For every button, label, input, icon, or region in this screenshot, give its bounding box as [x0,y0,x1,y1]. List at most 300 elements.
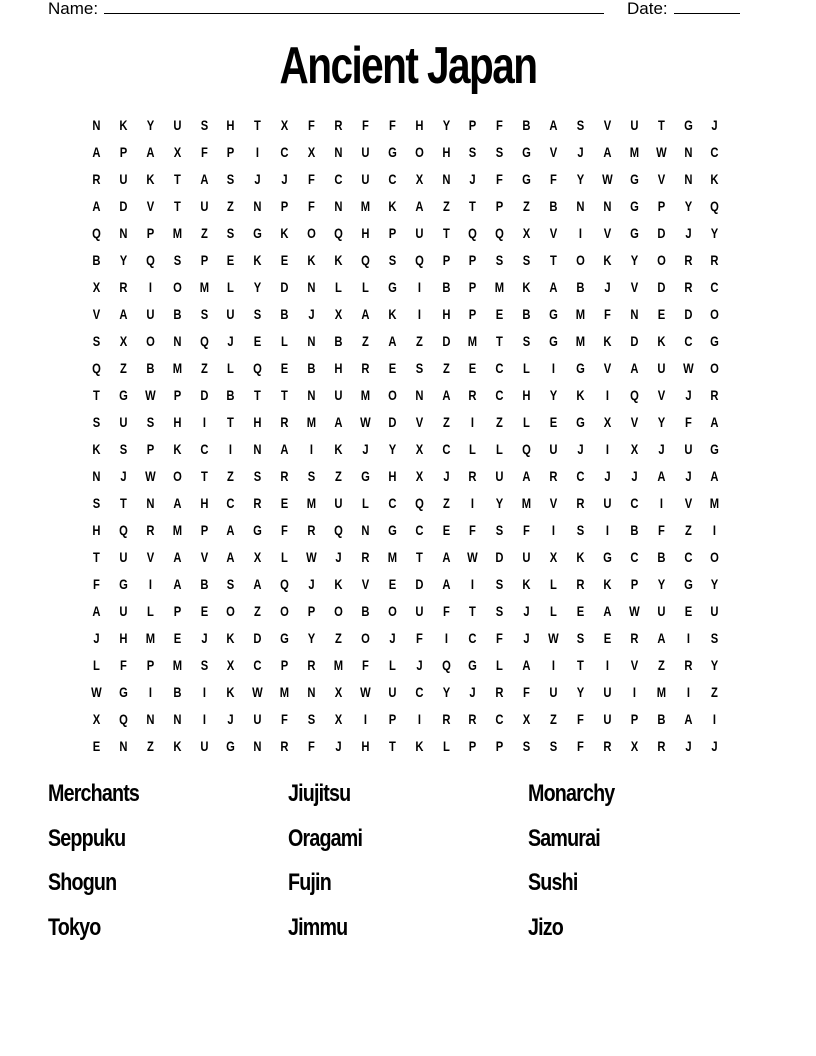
grid-cell[interactable]: V [415,414,423,430]
grid-cell[interactable]: A [253,576,262,592]
grid-cell[interactable]: U [603,711,612,727]
grid-cell[interactable]: Y [254,279,262,295]
grid-cell[interactable]: Q [360,252,370,268]
date-field[interactable] [627,0,740,19]
grid-cell[interactable]: Y [496,495,504,511]
grid-cell[interactable]: D [683,306,693,322]
grid-cell[interactable]: Y [657,414,665,430]
grid-cell[interactable]: I [444,630,448,646]
grid-cell[interactable]: G [253,522,263,538]
grid-cell[interactable]: G [683,576,693,592]
grid-cell[interactable]: O [226,603,236,619]
grid-cell[interactable]: X [334,684,343,700]
grid-cell[interactable]: J [389,630,396,646]
grid-cell[interactable]: W [548,630,559,646]
grid-cell[interactable]: Z [442,360,450,376]
grid-cell[interactable]: P [469,252,477,268]
grid-cell[interactable]: G [468,657,478,673]
grid-cell[interactable]: V [146,549,154,565]
grid-cell[interactable]: T [577,657,584,673]
grid-cell[interactable]: U [657,603,666,619]
grid-cell[interactable]: M [360,387,371,403]
grid-cell[interactable]: A [603,603,612,619]
grid-cell[interactable]: R [603,738,612,754]
grid-cell[interactable]: R [495,684,504,700]
grid-cell[interactable]: G [603,549,612,565]
grid-cell[interactable]: V [630,279,638,295]
grid-cell[interactable]: M [306,495,317,511]
grid-cell[interactable]: D [119,198,128,214]
grid-cell[interactable]: Z [442,495,450,511]
grid-cell[interactable]: I [605,387,609,403]
grid-cell[interactable]: F [308,738,315,754]
grid-cell[interactable]: S [307,711,316,727]
grid-cell[interactable]: N [415,387,424,403]
grid-cell[interactable]: G [710,333,720,349]
grid-cell[interactable]: Y [711,576,719,592]
grid-cell[interactable]: U [549,684,558,700]
grid-cell[interactable]: S [522,738,531,754]
grid-cell[interactable]: F [308,117,315,133]
grid-cell[interactable]: V [684,495,692,511]
grid-cell[interactable]: Q [92,225,101,241]
grid-cell[interactable]: I [686,684,690,700]
grid-cell[interactable]: G [387,522,397,538]
grid-cell[interactable]: I [310,441,314,457]
grid-cell[interactable]: O [172,279,182,295]
grid-cell[interactable]: I [605,441,609,457]
grid-cell[interactable]: A [146,144,155,160]
grid-cell[interactable]: W [628,603,640,619]
word-search-grid[interactable] [83,112,728,760]
grid-cell[interactable]: S [522,333,531,349]
grid-cell[interactable]: C [415,684,424,700]
grid-cell[interactable]: K [307,252,316,268]
grid-cell[interactable]: F [281,711,289,727]
grid-cell[interactable]: L [550,603,558,619]
grid-cell[interactable]: Y [657,576,665,592]
grid-cell[interactable]: Z [550,711,558,727]
grid-cell[interactable]: B [280,306,289,322]
grid-cell[interactable]: M [710,495,720,511]
grid-cell[interactable]: T [200,468,208,484]
grid-cell[interactable]: Q [253,360,263,376]
grid-cell[interactable]: U [146,306,155,322]
grid-cell[interactable]: P [280,198,289,214]
grid-cell[interactable]: H [119,630,128,646]
grid-cell[interactable]: T [442,225,450,241]
grid-cell[interactable]: N [334,144,343,160]
grid-cell[interactable]: L [281,549,289,565]
grid-cell[interactable]: S [522,252,531,268]
grid-cell[interactable]: F [415,630,423,646]
grid-cell[interactable]: K [603,576,612,592]
grid-cell[interactable]: Z [254,603,262,619]
grid-cell[interactable]: J [577,144,584,160]
grid-cell[interactable]: R [119,279,128,295]
grid-cell[interactable]: S [227,171,235,187]
grid-cell[interactable]: B [549,198,558,214]
grid-cell[interactable]: Z [442,198,450,214]
name-field[interactable] [48,0,604,19]
grid-cell[interactable]: L [93,657,100,673]
name-blank-line[interactable] [104,0,604,14]
grid-cell[interactable]: U [522,549,531,565]
grid-cell[interactable]: S [496,522,504,538]
grid-cell[interactable]: V [92,306,101,322]
grid-cell[interactable]: R [280,738,289,754]
grid-cell[interactable]: A [522,657,531,673]
grid-cell[interactable]: C [710,279,719,295]
grid-cell[interactable]: G [226,738,236,754]
grid-cell[interactable]: P [146,441,154,457]
grid-cell[interactable]: H [173,414,182,430]
grid-cell[interactable]: R [657,738,666,754]
grid-cell[interactable]: T [415,549,423,565]
grid-cell[interactable]: V [657,171,665,187]
grid-cell[interactable]: F [523,522,531,538]
grid-cell[interactable]: S [549,738,558,754]
grid-cell[interactable]: U [495,468,504,484]
grid-cell[interactable]: O [414,144,424,160]
grid-cell[interactable]: U [603,495,612,511]
grid-cell[interactable]: A [683,711,693,727]
grid-cell[interactable]: K [253,252,262,268]
grid-cell[interactable]: C [576,468,585,484]
grid-cell[interactable]: N [441,171,451,187]
grid-cell[interactable]: E [173,630,181,646]
grid-cell[interactable]: J [523,630,530,646]
grid-cell[interactable]: T [93,387,100,403]
grid-cell[interactable]: J [120,468,127,484]
grid-cell[interactable]: B [361,603,370,619]
grid-cell[interactable]: K [415,738,424,754]
grid-cell[interactable]: A [334,414,343,430]
grid-cell[interactable]: G [710,441,720,457]
grid-cell[interactable]: J [335,738,342,754]
grid-cell[interactable]: C [280,144,289,160]
grid-cell[interactable]: J [335,549,342,565]
grid-cell[interactable]: H [361,225,370,241]
grid-cell[interactable]: H [92,522,101,538]
grid-cell[interactable]: F [119,657,127,673]
grid-cell[interactable]: P [173,387,181,403]
grid-cell[interactable]: G [387,279,397,295]
grid-cell[interactable]: R [441,711,451,727]
grid-cell[interactable]: L [442,738,450,754]
grid-cell[interactable]: R [576,495,585,511]
grid-cell[interactable]: J [711,738,719,754]
grid-cell[interactable]: E [496,306,504,322]
grid-cell[interactable]: A [226,522,235,538]
grid-cell[interactable]: F [93,576,100,592]
grid-cell[interactable]: R [683,279,693,295]
grid-cell[interactable]: W [144,468,156,484]
grid-cell[interactable]: U [603,684,612,700]
grid-cell[interactable]: Q [629,387,639,403]
grid-cell[interactable]: F [281,522,289,538]
grid-cell[interactable]: W [602,171,613,187]
grid-cell[interactable]: Y [684,198,692,214]
grid-cell[interactable]: X [334,711,343,727]
grid-cell[interactable]: K [388,198,397,214]
grid-cell[interactable]: R [576,576,585,592]
grid-cell[interactable]: R [361,360,370,376]
grid-cell[interactable]: X [334,306,343,322]
grid-cell[interactable]: K [522,279,531,295]
grid-cell[interactable]: E [442,522,450,538]
grid-cell[interactable]: U [334,495,343,511]
grid-cell[interactable]: A [657,468,666,484]
grid-cell[interactable]: H [226,117,235,133]
grid-cell[interactable]: T [93,549,100,565]
grid-cell[interactable]: X [92,279,101,295]
grid-cell[interactable]: Q [334,522,343,538]
grid-cell[interactable]: E [200,603,208,619]
grid-cell[interactable]: P [146,225,154,241]
grid-cell[interactable]: G [118,684,128,700]
grid-cell[interactable]: P [280,657,289,673]
grid-cell[interactable]: X [630,738,638,754]
grid-cell[interactable]: X [630,441,638,457]
grid-cell[interactable]: N [683,171,693,187]
grid-cell[interactable]: A [92,603,101,619]
grid-cell[interactable]: Q [118,711,128,727]
grid-cell[interactable]: N [146,495,155,511]
grid-cell[interactable]: U [119,549,128,565]
grid-cell[interactable]: P [119,144,128,160]
grid-cell[interactable]: L [361,279,369,295]
grid-cell[interactable]: A [657,630,666,646]
grid-cell[interactable]: G [522,171,532,187]
grid-cell[interactable]: U [710,603,719,619]
grid-cell[interactable]: F [523,684,531,700]
grid-cell[interactable]: U [630,117,639,133]
grid-cell[interactable]: G [118,387,128,403]
grid-cell[interactable]: T [469,603,477,619]
grid-cell[interactable]: C [334,171,343,187]
grid-cell[interactable]: I [148,576,152,592]
grid-cell[interactable]: M [172,657,182,673]
grid-cell[interactable]: R [468,387,477,403]
grid-cell[interactable]: W [144,387,156,403]
grid-cell[interactable]: U [119,171,128,187]
grid-cell[interactable]: I [713,711,717,727]
grid-cell[interactable]: H [361,738,370,754]
grid-cell[interactable]: D [280,279,289,295]
grid-cell[interactable]: J [308,576,315,592]
grid-cell[interactable]: S [200,657,208,673]
grid-cell[interactable]: R [468,468,477,484]
grid-cell[interactable]: K [226,684,235,700]
grid-cell[interactable]: Q [280,576,290,592]
grid-cell[interactable]: M [495,279,505,295]
grid-cell[interactable]: E [576,603,585,619]
grid-cell[interactable]: X [254,549,262,565]
grid-cell[interactable]: B [334,333,343,349]
grid-cell[interactable]: C [495,711,504,727]
grid-cell[interactable]: I [202,414,206,430]
grid-cell[interactable]: S [92,495,101,511]
grid-cell[interactable]: E [388,360,396,376]
grid-cell[interactable]: W [360,414,371,430]
grid-cell[interactable]: W [252,684,264,700]
grid-cell[interactable]: V [361,576,370,592]
grid-cell[interactable]: I [417,306,421,322]
grid-cell[interactable]: I [256,144,260,160]
grid-cell[interactable]: A [710,468,719,484]
grid-cell[interactable]: W [467,549,479,565]
grid-cell[interactable]: L [523,360,531,376]
grid-cell[interactable]: V [200,549,208,565]
grid-cell[interactable]: P [200,522,208,538]
grid-cell[interactable]: M [360,198,371,214]
grid-cell[interactable]: R [307,522,316,538]
grid-cell[interactable]: Q [710,198,720,214]
grid-cell[interactable]: Y [442,117,450,133]
grid-cell[interactable]: E [684,603,692,619]
grid-cell[interactable]: H [334,360,343,376]
grid-cell[interactable]: Y [711,225,719,241]
grid-cell[interactable]: C [226,495,235,511]
grid-cell[interactable]: X [415,171,423,187]
grid-cell[interactable]: S [388,252,396,268]
grid-cell[interactable]: T [657,117,665,133]
grid-cell[interactable]: Q [118,522,128,538]
grid-cell[interactable]: N [146,711,155,727]
grid-cell[interactable]: E [280,252,289,268]
grid-cell[interactable]: J [362,441,369,457]
grid-cell[interactable]: X [549,549,558,565]
grid-cell[interactable]: O [387,387,397,403]
grid-cell[interactable]: G [629,198,639,214]
grid-cell[interactable]: V [603,225,612,241]
grid-cell[interactable]: R [361,549,370,565]
grid-cell[interactable]: N [253,738,262,754]
grid-cell[interactable]: Q [145,252,155,268]
grid-cell[interactable]: L [388,657,396,673]
grid-cell[interactable]: D [657,279,666,295]
grid-cell[interactable]: K [334,252,343,268]
grid-cell[interactable]: A [173,495,182,511]
grid-cell[interactable]: X [92,711,101,727]
grid-cell[interactable]: J [442,468,450,484]
grid-cell[interactable]: Q [495,225,505,241]
grid-cell[interactable]: R [683,252,693,268]
grid-cell[interactable]: U [657,360,666,376]
grid-cell[interactable]: J [469,684,477,700]
grid-cell[interactable]: E [254,333,262,349]
grid-cell[interactable]: F [200,144,208,160]
grid-cell[interactable]: U [415,603,424,619]
grid-cell[interactable]: K [119,117,128,133]
grid-cell[interactable]: S [200,306,208,322]
grid-cell[interactable]: F [496,117,504,133]
grid-cell[interactable]: B [522,306,531,322]
grid-cell[interactable]: U [226,306,235,322]
grid-cell[interactable]: Y [549,387,558,403]
grid-cell[interactable]: B [657,711,666,727]
grid-cell[interactable]: P [227,144,235,160]
grid-cell[interactable]: N [307,279,316,295]
grid-cell[interactable]: F [442,603,450,619]
grid-cell[interactable]: U [683,441,693,457]
grid-cell[interactable]: V [549,495,558,511]
grid-cell[interactable]: J [308,306,315,322]
grid-cell[interactable]: X [415,441,423,457]
grid-cell[interactable]: A [549,279,558,295]
grid-cell[interactable]: U [388,684,397,700]
grid-cell[interactable]: B [522,117,531,133]
grid-cell[interactable]: N [119,225,128,241]
grid-cell[interactable]: O [307,225,316,241]
grid-cell[interactable]: K [92,441,101,457]
grid-cell[interactable]: A [603,144,612,160]
grid-cell[interactable]: J [631,468,638,484]
grid-cell[interactable]: P [173,603,181,619]
grid-cell[interactable]: R [468,711,477,727]
grid-cell[interactable]: Q [334,225,343,241]
grid-cell[interactable]: F [308,198,315,214]
grid-cell[interactable]: H [522,387,531,403]
grid-cell[interactable]: V [146,198,154,214]
grid-cell[interactable]: H [199,495,209,511]
grid-cell[interactable]: E [280,495,289,511]
grid-cell[interactable]: Z [227,198,235,214]
grid-cell[interactable]: M [387,549,397,565]
grid-cell[interactable]: I [552,657,556,673]
grid-cell[interactable]: Y [146,117,154,133]
grid-cell[interactable]: A [710,414,719,430]
grid-cell[interactable]: I [148,279,152,295]
grid-cell[interactable]: S [227,225,235,241]
grid-cell[interactable]: G [360,468,370,484]
grid-cell[interactable]: S [496,576,504,592]
grid-cell[interactable]: C [630,495,639,511]
grid-cell[interactable]: P [388,225,396,241]
grid-cell[interactable]: Z [119,360,127,376]
grid-cell[interactable]: A [441,387,451,403]
grid-cell[interactable]: Z [496,414,504,430]
grid-cell[interactable]: C [495,387,504,403]
date-blank-line[interactable] [674,0,740,14]
grid-cell[interactable]: M [306,414,317,430]
grid-cell[interactable]: B [657,549,666,565]
grid-cell[interactable]: A [226,549,235,565]
grid-cell[interactable]: S [173,252,181,268]
grid-cell[interactable]: D [657,225,666,241]
grid-cell[interactable]: L [281,333,289,349]
grid-cell[interactable]: G [522,144,532,160]
grid-cell[interactable]: P [630,576,638,592]
grid-cell[interactable]: K [576,387,585,403]
grid-cell[interactable]: T [496,333,504,349]
grid-cell[interactable]: S [254,468,262,484]
grid-cell[interactable]: U [334,387,343,403]
grid-cell[interactable]: I [632,684,636,700]
grid-cell[interactable]: H [253,414,262,430]
grid-cell[interactable]: C [415,522,424,538]
grid-cell[interactable]: N [576,198,585,214]
grid-cell[interactable]: U [199,198,209,214]
grid-cell[interactable]: T [254,117,262,133]
grid-cell[interactable]: P [630,711,638,727]
grid-cell[interactable]: S [496,144,504,160]
grid-cell[interactable]: Y [442,684,450,700]
grid-cell[interactable]: I [552,522,556,538]
grid-cell[interactable]: R [280,414,289,430]
grid-cell[interactable]: Y [307,630,316,646]
